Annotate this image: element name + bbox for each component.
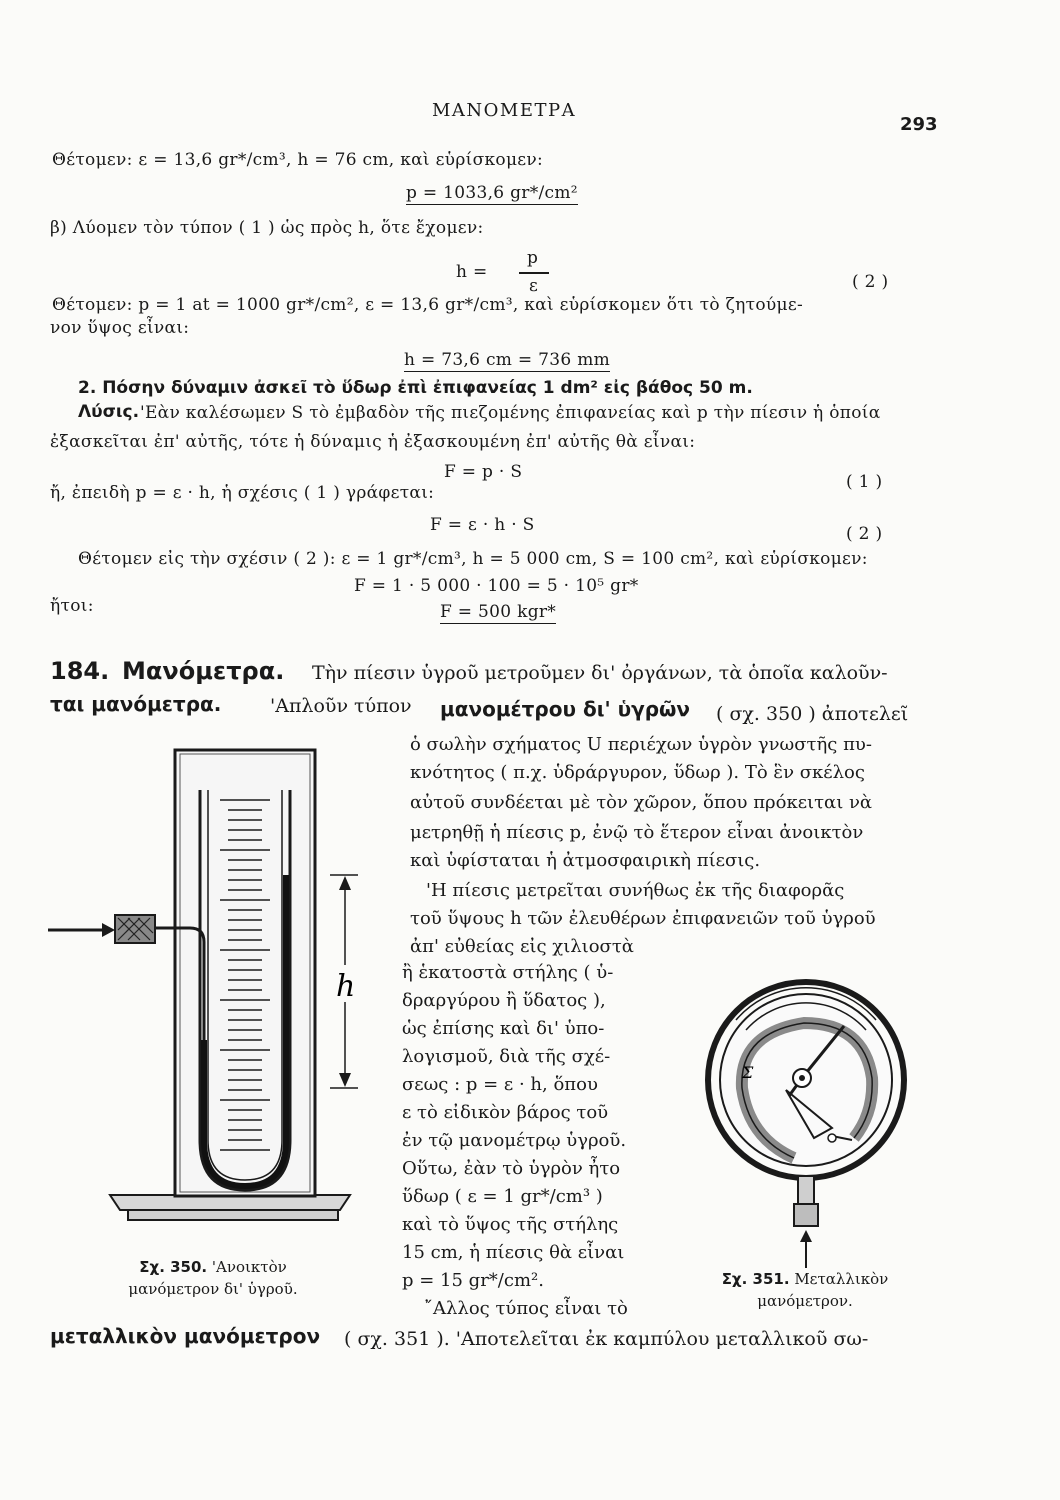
section-intro: Τὴν πίεσιν ὑγροῦ μετροῦμεν δι' ὀργάνων, τὰ ὁποῖα καλοῦν- (312, 662, 888, 684)
narrow-column-line: καὶ τὸ ὕψος τῆς στήλης (402, 1214, 619, 1235)
figure-351-bourdon-gauge (694, 978, 934, 1278)
figure-351-sigma-label: Σ (742, 1063, 754, 1082)
figure-350-number: Σχ. 350. (139, 1258, 208, 1276)
narrow-column-line: δραργύρου ἢ ὕδατος ), (402, 990, 606, 1011)
problem2-solution-label: Λύσις. (78, 402, 140, 422)
narrow-column-line: σεως : p = ε · h, ὅπου (402, 1074, 598, 1095)
narrow-column-line: 15 cm, ἡ πίεσις θὰ εἶναι (402, 1242, 625, 1263)
figure-351-caption-text2: μανόμετρον. (757, 1292, 853, 1310)
right-column-line: 'Η πίεσις μετρεῖται συνήθως ἐκ τῆς διαφορᾶς (426, 880, 845, 901)
problem2-ref1: ( 1 ) (846, 472, 883, 492)
problem2-question: 2. Πόσην δύναμιν ἀσκεῖ τὸ ὕδωρ ἐπὶ ἐπιφανείας 1 dm² εἰς βάθος 50 m. (78, 378, 753, 398)
figure-350-caption-text2: μανόμετρον δι' ὑγροῦ. (128, 1280, 298, 1298)
problem2-line5: ἤτοι: (50, 596, 94, 616)
right-column-line: αὐτοῦ συνδέεται μὲ τὸν χῶρον, ὅπου πρόκειται νὰ (410, 792, 873, 813)
section-title: Μανόμετρα. (122, 657, 285, 685)
problem2-ref2: ( 2 ) (846, 524, 883, 544)
problem2-line1: 'Εὰν καλέσωμεν S τὸ ἐμβαδὸν τῆς πιεζομένης ἐπιφανείας καὶ p τὴν πίεσιν ἡ ὁποία (140, 403, 881, 423)
narrow-column-line: ε τὸ εἰδικὸν βάρος τοῦ (402, 1102, 609, 1123)
section-term-metallic-manometer: μεταλλικὸν μανόμετρον (50, 1324, 321, 1348)
problem2-result: F = 500 kgr* (440, 602, 557, 622)
narrow-column-line: ὕδωρ ( ε = 1 gr*/cm³ ) (402, 1186, 603, 1207)
right-column-line: ἀπ' εὐθείας εἰς χιλιοστὰ (410, 936, 634, 957)
figure-351-caption-text1: Μεταλλικὸν (794, 1270, 889, 1288)
section-term-manometers: ται μανόμετρα. (50, 692, 222, 716)
page-number: 293 (900, 114, 938, 135)
problem2-line2: ἐξασκεῖται ἐπ' αὐτῆς, τότε ἡ δύναμις ἡ ἐξασκουμένη ἐπ' αὐτῆς θὰ εἶναι: (50, 432, 696, 452)
solution1-result2: h = 73,6 cm = 736 mm (404, 350, 611, 370)
problem2-line4: Θέτομεν εἰς τὴν σχέσιν ( 2 ): ε = 1 gr*/cm³, h = 5 000 cm, S = 100 cm², καὶ εὑρίσκομεν: (78, 549, 868, 569)
figure-351-caption (690, 1268, 920, 1312)
figure-350-u-tube (40, 740, 380, 1240)
narrow-column-line: Οὕτω, ἐὰν τὸ ὑγρὸν ἦτο (402, 1158, 621, 1179)
solution1-line1: Θέτομεν: ε = 13,6 gr*/cm³, h = 76 cm, καὶ εὑρίσκομεν: (52, 150, 544, 170)
narrow-column-line: ὡς ἐπίσης καὶ δι' ὑπο- (402, 1018, 605, 1039)
formula-h-numerator: p (527, 248, 539, 268)
solution1-line2: β) Λύομεν τὸν τύπον ( 1 ) ὡς πρὸς h, ὅτε ἔχομεν: (50, 218, 484, 238)
solution1-result1: p = 1033,6 gr*/cm² (406, 183, 578, 203)
figure-351-number: Σχ. 351. (721, 1270, 790, 1288)
narrow-column-line: ῎Αλλος τύπος εἶναι τὸ (424, 1298, 628, 1319)
narrow-column-line: λογισμοῦ, διὰ τῆς σχέ- (402, 1046, 611, 1067)
running-header: ΜΑΝΟΜΕΤΡΑ (432, 100, 577, 121)
problem2-formula1: F = p · S (444, 462, 523, 482)
section-term-liquid-manometer: μανομέτρου δι' ὑγρῶν (440, 697, 691, 721)
section-line2-end: ( σχ. 350 ) ἀποτελεῖ (716, 703, 909, 725)
figure-350-caption-text1: 'Ανοικτὸν (211, 1258, 287, 1276)
narrow-column-line: ἐν τῷ μανομέτρῳ ὑγροῦ. (402, 1130, 627, 1151)
problem2-formula3: F = 1 · 5 000 · 100 = 5 · 10⁵ gr* (354, 576, 639, 596)
problem2-line3: ἤ, ἐπειδὴ p = ε · h, ἡ σχέσις ( 1 ) γράφεται: (50, 483, 435, 503)
formula-h-denominator: ε (529, 276, 539, 296)
formula-fraction-bar (519, 272, 549, 274)
right-column-line: καὶ ὑφίσταται ἡ ἀτμοσφαιρικὴ πίεσις. (410, 850, 761, 871)
section-number: 184. (50, 657, 110, 685)
solution1-line3: Θέτομεν: p = 1 at = 1000 gr*/cm², ε = 13,6 gr*/cm³, καὶ εὑρίσκομεν ὅτι τὸ ζητούμε- (52, 295, 804, 315)
figure-350-caption (108, 1256, 318, 1300)
right-column-line: κνότητος ( π.χ. ὑδράργυρον, ὕδωρ ). Τὸ ἓν σκέλος (410, 762, 865, 783)
section-line2-mid: 'Απλοῦν τύπον (270, 695, 412, 717)
section-last-line: ( σχ. 351 ). 'Αποτελεῖται ἐκ καμπύλου μεταλλικοῦ σω- (344, 1328, 869, 1350)
solution1-line4: νον ὕψος εἶναι: (50, 318, 190, 338)
formula-ref-2: ( 2 ) (852, 272, 889, 292)
right-column-line: μετρηθῇ ἡ πίεσις p, ἐνῷ τὸ ἕτερον εἶναι ἀνοικτὸν (410, 822, 864, 843)
narrow-column-line: ἢ ἑκατοστὰ στήλης ( ὑ- (402, 962, 614, 983)
problem2-formula2: F = ε · h · S (430, 515, 535, 535)
right-column-line: ὁ σωλὴν σχήματος U περιέχων ὑγρὸν γνωστῆς πυ- (410, 734, 872, 755)
right-column-line: τοῦ ὕψους h τῶν ἐλευθέρων ἐπιφανειῶν τοῦ ὑγροῦ (410, 908, 876, 929)
figure-350-h-label: h (336, 969, 356, 1004)
formula-h-lhs: h = (456, 262, 488, 282)
narrow-column-line: p = 15 gr*/cm². (402, 1270, 544, 1291)
